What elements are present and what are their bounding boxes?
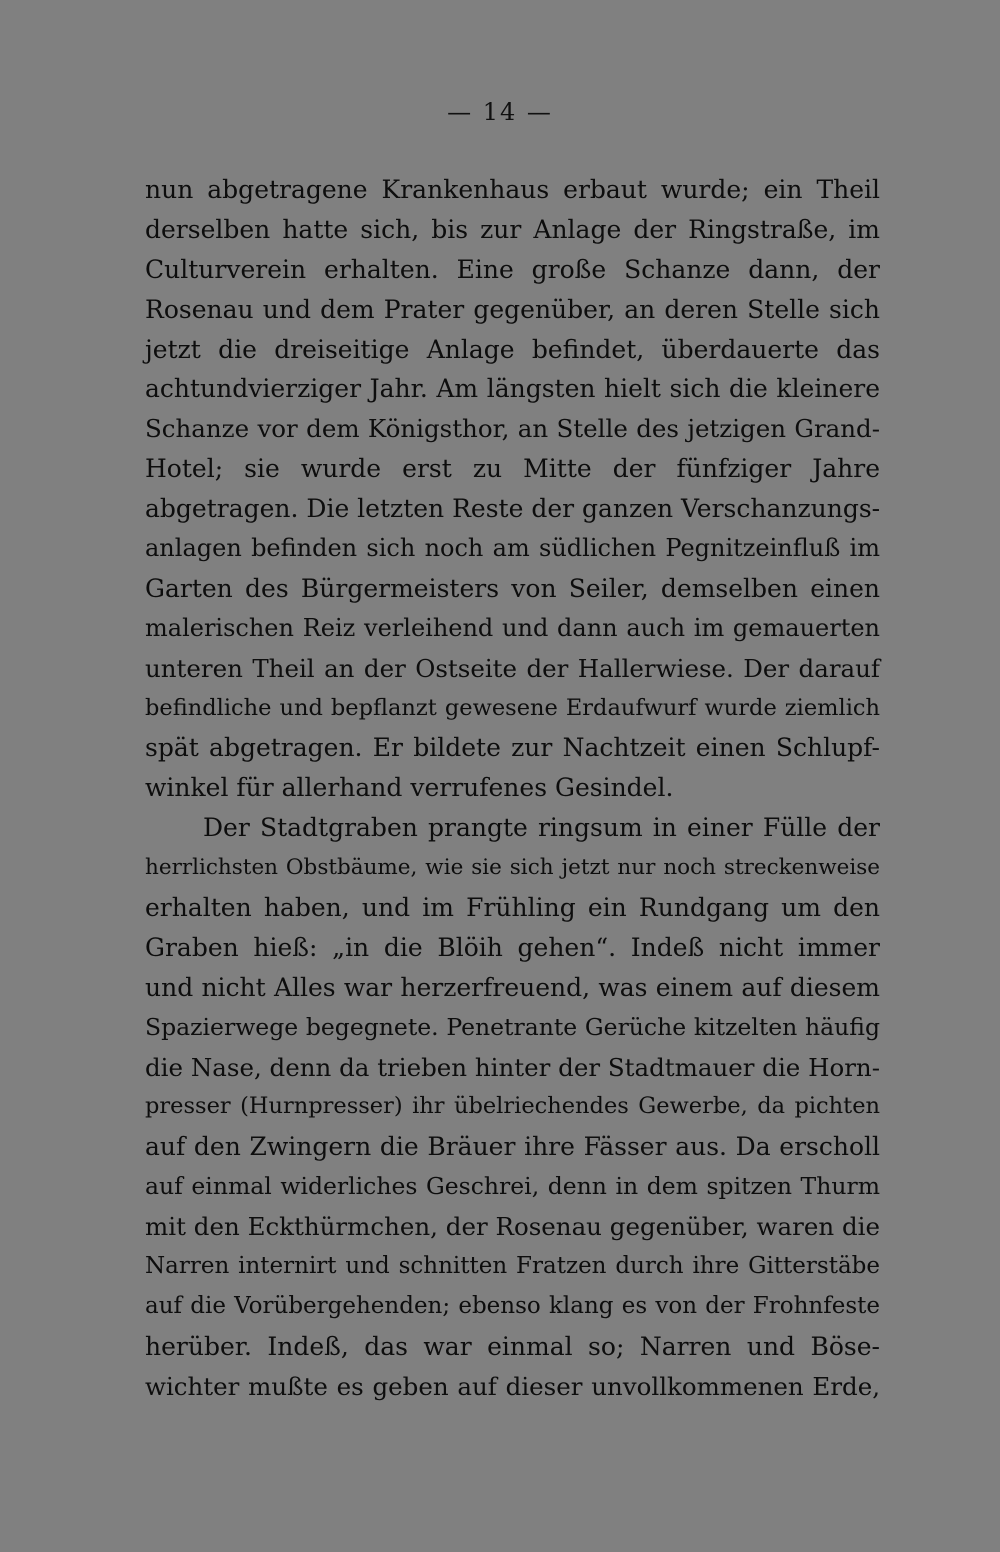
text-line: achtundvierziger Jahr. Am längsten hielt sich die kleinere [145, 374, 880, 404]
text-line: mit den Eckthürmchen, der Rosenau gegenüber, waren die [145, 1212, 880, 1242]
text-line: wichter mußte es geben auf dieser unvollkommenen Erde, [145, 1371, 880, 1401]
text-line: Culturverein erhalten. Eine große Schanze dann, der [145, 254, 880, 284]
text-line: Narren internirt und schnitten Fratzen durch ihre Gitterstäbe [145, 1253, 880, 1280]
text-line: abgetragen. Die letzten Reste der ganzen Verschanzungs- [145, 494, 881, 524]
text-line: Schanze vor dem Königsthor, an Stelle des jetzigen Grand- [145, 414, 880, 444]
text-line: auf einmal widerliches Geschrei, denn in dem spitzen Thurm [145, 1172, 880, 1201]
text-line: auf die Vorübergehenden; ebenso klang es von der Frohnfeste [145, 1292, 880, 1319]
text-line: herrlichsten Obstbäume, wie sie sich jetzt nur noch streckenweise [145, 855, 880, 881]
text-line: unteren Theil an der Ostseite der Hallerwiese. Der darauf [145, 653, 880, 683]
text-line: Garten des Bürgermeisters von Seiler, demselben einen [145, 573, 880, 603]
text-line: jetzt die dreiseitige Anlage befindet, überdauerte das [145, 334, 880, 364]
text-line: presser (Hurnpresser) ihr übelriechendes Gewerbe, da pichten [145, 1093, 880, 1120]
text-line: derselben hatte sich, bis zur Anlage der Ringstraße, im [145, 214, 880, 244]
text-line: Rosenau und dem Prater gegenüber, an deren Stelle sich [145, 294, 880, 324]
page-number: — 14 — [447, 98, 553, 126]
text-line: spät abgetragen. Er bildete zur Nachtzeit einen Schlupf- [145, 733, 880, 763]
text-line: malerischen Reiz verleihend und dann auch im gemauerten [145, 613, 880, 642]
text-line: Hotel; sie wurde erst zu Mitte der fünfziger Jahre [145, 454, 880, 484]
text-line: und nicht Alles war herzerfreuend, was einem auf diesem [145, 972, 880, 1002]
text-line: auf den Zwingern die Bräuer ihre Fässer aus. Da erscholl [145, 1132, 880, 1162]
text-line: die Nase, denn da trieben hinter der Stadtmauer die Horn- [145, 1052, 880, 1082]
text-line: Spazierwege begegnete. Penetrante Gerüche kitzelten häufig [145, 1012, 880, 1041]
text-line: befindliche und bepflanzt gewesene Erdaufwurf wurde ziemlich [145, 694, 880, 721]
text-line: herüber. Indeß, das war einmal so; Narren und Böse- [145, 1331, 880, 1361]
body-text [145, 170, 880, 1407]
paragraph-start-line: Der Stadtgraben prangte ringsum in einer Fülle der [203, 813, 880, 843]
text-line: Graben hieß: „in die Blöih gehen“. Indeß nicht immer [145, 932, 880, 962]
text-line: winkel für allerhand verrufenes Gesindel. [145, 773, 674, 803]
text-line: erhalten haben, und im Frühling ein Rundgang um den [145, 893, 880, 923]
text-line: nun abgetragene Krankenhaus erbaut wurde; ein Theil [145, 175, 880, 204]
text-line: anlagen befinden sich noch am südlichen Pegnitzeinfluß im [145, 534, 880, 563]
